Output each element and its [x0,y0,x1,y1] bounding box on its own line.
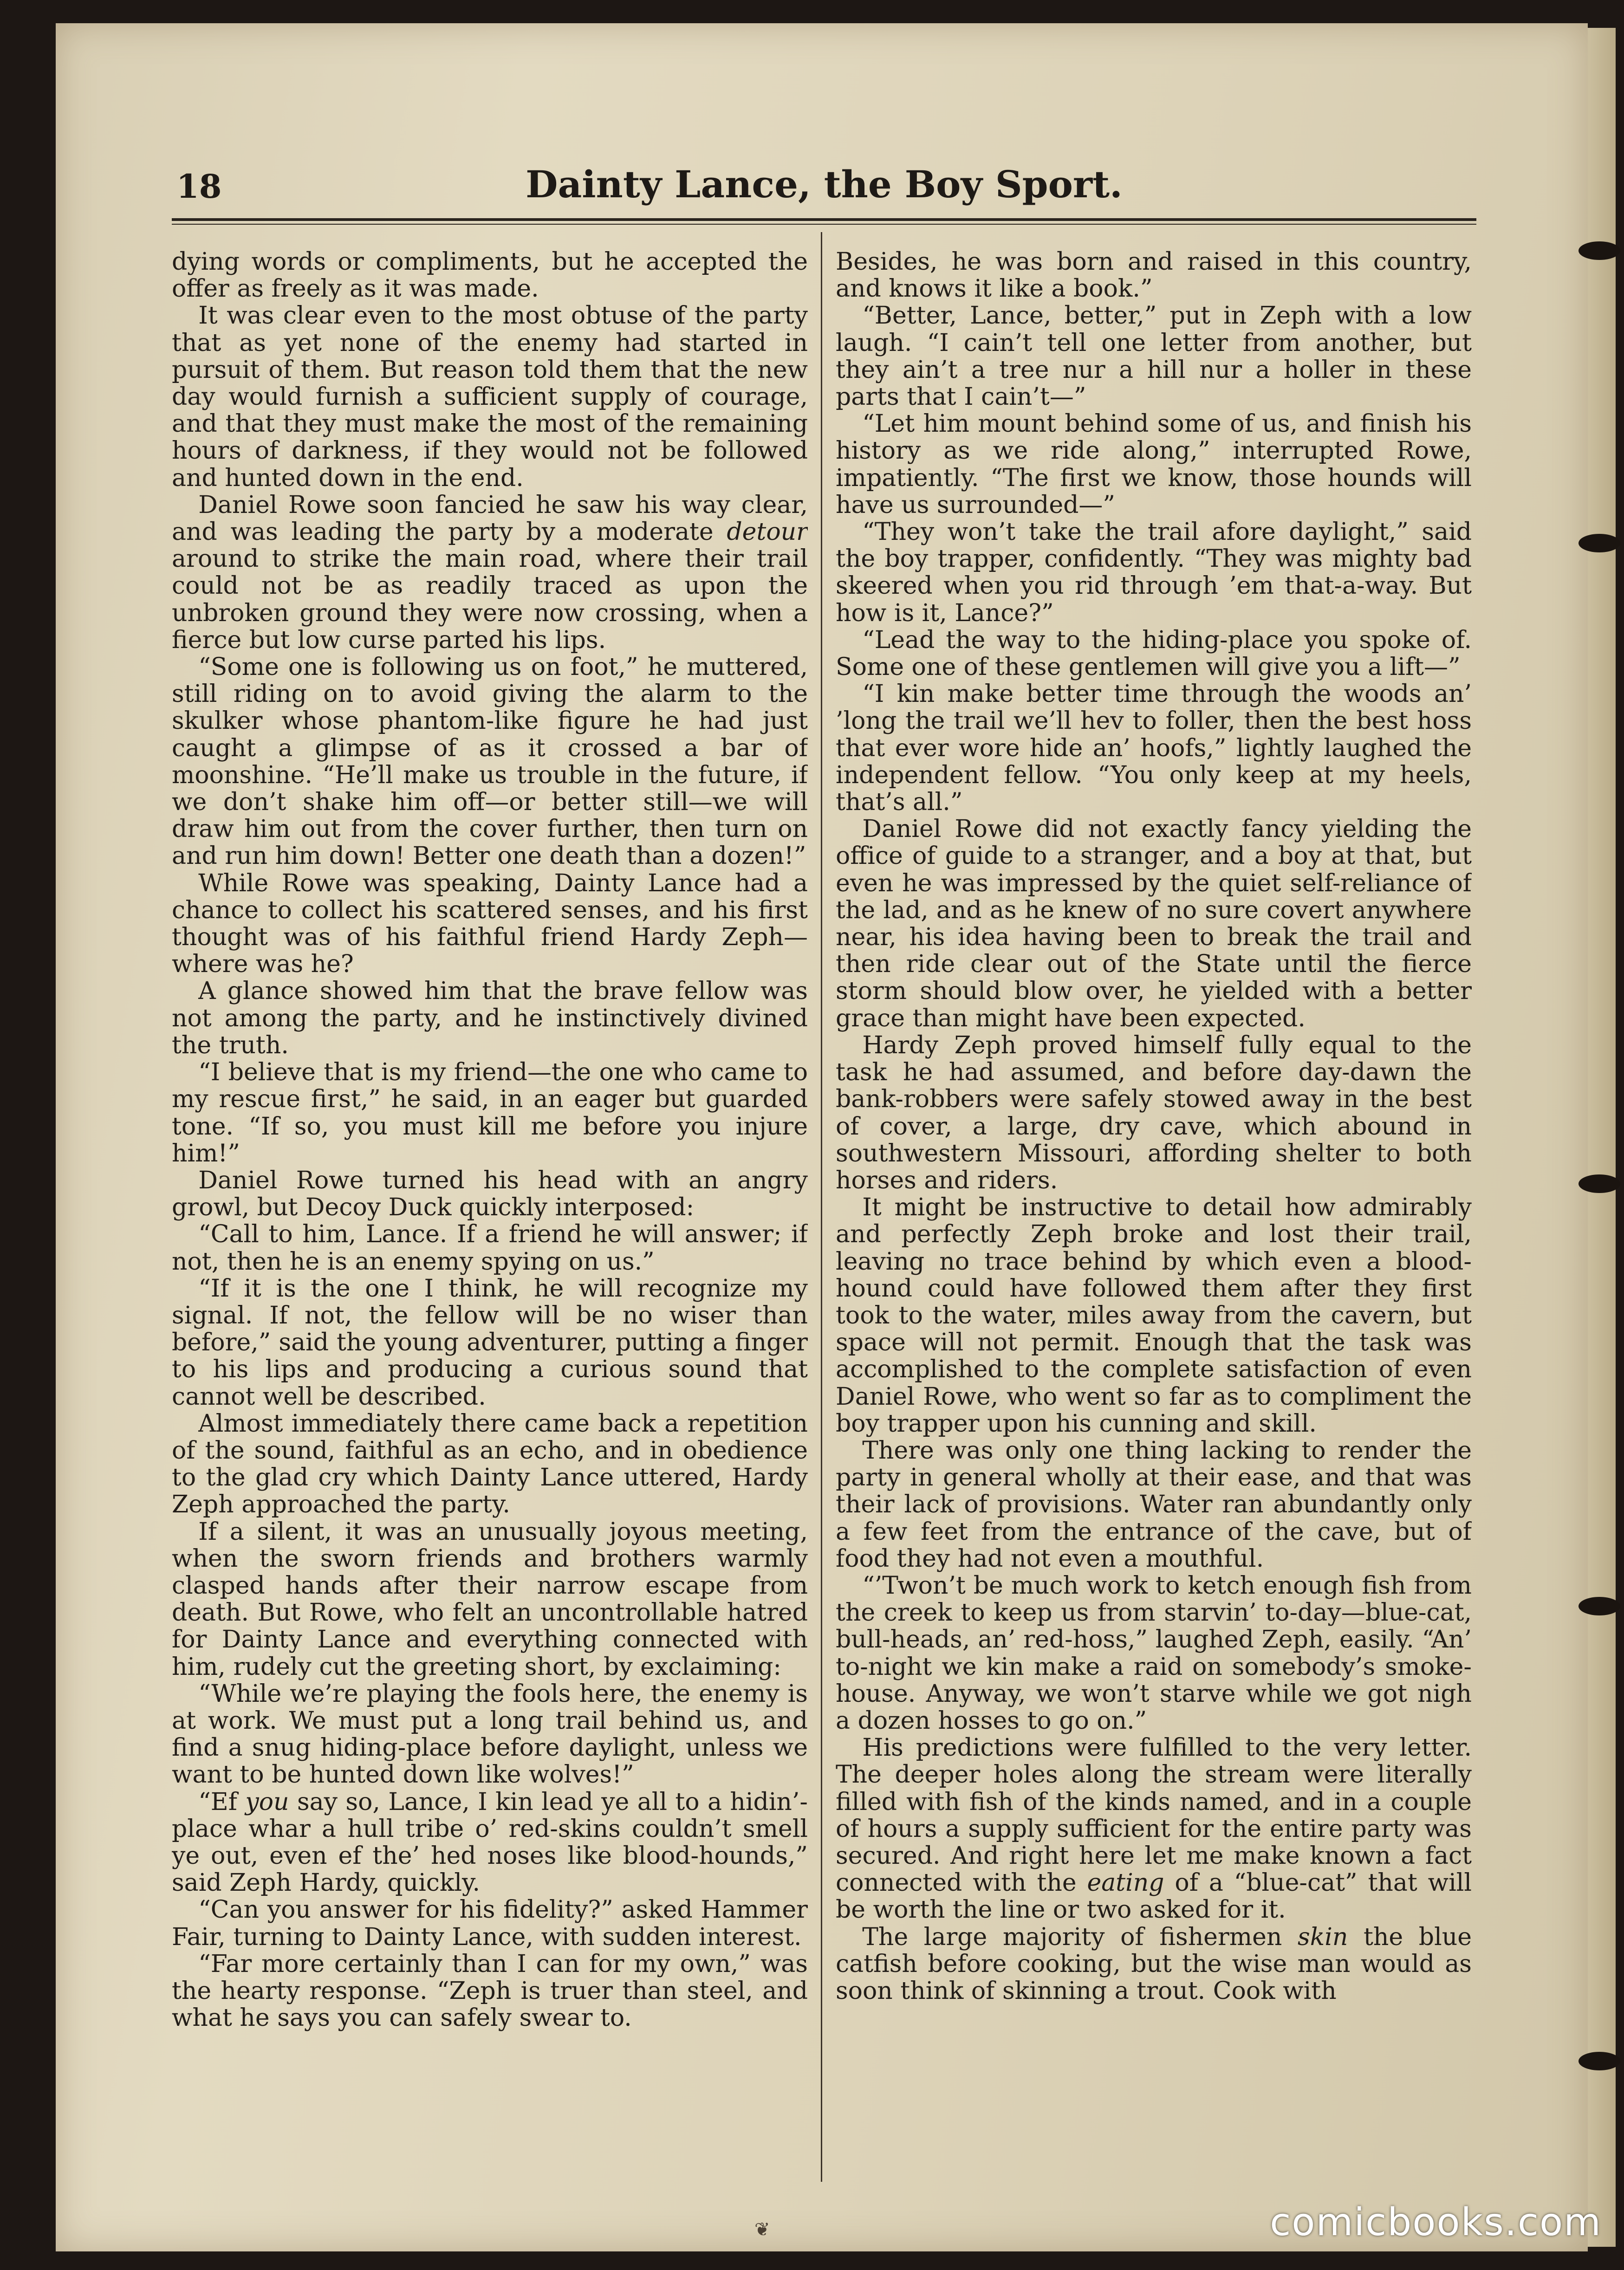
paragraph: dying words or compliments, but he accepted the offer as freely as it was made. [172,248,808,303]
running-title: Dainty Lance, the Boy Sport. [526,162,1123,206]
paragraph: “Lead the way to the hiding-place you spoke of. Some one of these gentlemen will give you a lift—” [836,626,1472,681]
paragraph: Daniel Rowe soon fancied he saw his way clear, and was leading the party by a moderate detour around to strike the main road, where their trail could not be as readily traced as upon the unbroken ground they were now crossing, when a fierce but low curse parted his lips. [172,491,808,654]
header-rule [172,224,1476,225]
page-header [172,158,1476,227]
paragraph: It might be instructive to detail how admirably and perfectly Zeph broke and lost their trail, leaving no trace behind by which even a blood-hound could have followed them after they first took to the water, miles away from the cavern, but space will not permit. Enough that the task was accomplished to the complete satisfaction of even Daniel Rowe, who went so far as to compliment the boy trapper upon his cunning and skill. [836,1193,1472,1438]
paragraph: “They won’t take the trail afore daylight,” said the boy trapper, confidently. “They was mighty bad skeered when you rid through ’em that-a-way. But how is it, Lance?” [836,518,1472,627]
paragraph: The large majority of fishermen skin the blue catfish before cooking, but the wise man would as soon think of skinning a trout. Cook with [836,1923,1472,2005]
paragraph: “While we’re playing the fools here, the enemy is at work. We must put a long trail behind us, and find a snug hiding-place before daylight, unless we want to be hunted down like wolves!” [172,1680,808,1789]
ornament-icon: ❦ [754,2219,770,2240]
paragraph: “I believe that is my friend—the one who came to my rescue first,” he said, in an eager but guarded tone. “If so, you must kill me before you injure him!” [172,1058,808,1167]
binding-hole [1579,1597,1620,1615]
watermark: comicbooks.com [1270,2200,1602,2244]
paragraph: If a silent, it was an unusually joyous meeting, when the sworn friends and brothers warmly clasped hands after their narrow escape from death. But Rowe, who felt an uncontrollable hatred for Dainty Lance and everything connected with him, rudely cut the greeting short, by exclaiming: [172,1518,808,1681]
paragraph: “Can you answer for his fidelity?” asked Hammer Fair, turning to Dainty Lance, with sudden interest. [172,1896,808,1951]
binding-hole [1579,534,1620,552]
paragraph: Besides, he was born and raised in this country, and knows it like a book.” [836,248,1472,303]
paragraph: There was only one thing lacking to render the party in general wholly at their ease, and that was their lack of provisions. Water ran abundantly only a few feet from the entrance of the cave, but of food they had not even a mouthful. [836,1436,1472,1573]
binding-hole [1579,241,1620,260]
binding-hole [1579,1174,1620,1193]
page-number: 18 [176,167,222,206]
page-edge [1588,28,1616,2247]
paragraph: Daniel Rowe turned his head with an angry growl, but Decoy Duck quickly interposed: [172,1166,808,1222]
paragraph: “Ef you say so, Lance, I kin lead ye all to a hidin’-place whar a hull tribe o’ red-skins couldn’t smell ye out, even ef the’ hed noses like blood-hounds,” said Zeph Hardy, quickly. [172,1788,808,1897]
paragraph: “Better, Lance, better,” put in Zeph with a low laugh. “I cain’t tell one letter from another, but they ain’t a tree nur a hill nur a holler in these parts that I cain’t—” [836,302,1472,411]
paragraph: A glance showed him that the brave fellow was not among the party, and he instinctively divined the truth. [172,977,808,1059]
paragraph: “If it is the one I think, he will recognize my signal. If not, the fellow will be no wiser than before,” said the young adventurer, putting a finger to his lips and producing a curious sound that cannot well be described. [172,1274,808,1411]
paragraph: Daniel Rowe did not exactly fancy yielding the office of guide to a stranger, and a boy at that, but even he was impressed by the quiet self-reliance of the lad, and as he knew of no sure covert anywhere near, his idea having been to break the trail and then ride clear out of the State until the fierce storm should blow over, he yielded with a better grace than might have been expected. [836,815,1472,1032]
header-rule [172,218,1476,221]
paragraph: It was clear even to the most obtuse of the party that as yet none of the enemy had started in pursuit of them. But reason told them that the new day would furnish a sufficient supply of courage, and that they must make the most of the remaining hours of darkness, if they would not be followed and hunted down in the end. [172,302,808,492]
paragraph: “I kin make better time through the woods an’ ’long the trail we’ll hev to foller, then the best hoss that ever wore hide an’ hoofs,” lightly laughed the independent fellow. “You only keep at my heels, that’s all.” [836,680,1472,817]
right-column [836,248,1472,2189]
binding-hole [1579,2052,1620,2070]
paragraph: “Call to him, Lance. If a friend he will answer; if not, then he is an enemy spying on us.” [172,1220,808,1276]
paragraph: “’Twon’t be much work to ketch enough fish from the creek to keep us from starvin’ to-day—blue-cat, bull-heads, an’ red-hoss,” laughed Zeph, easily. “An’ to-night we kin make a raid on somebody’s smoke-house. Anyway, we won’t starve while we got nigh a dozen hosses to go on.” [836,1571,1472,1735]
left-column [172,248,808,2189]
paragraph: “Far more certainly than I can for my own,” was the hearty response. “Zeph is truer than steel, and what he says you can safely swear to. [172,1950,808,2032]
paragraph: Almost immediately there came back a repetition of the sound, faithful as an echo, and in obedience to the glad cry which Dainty Lance uttered, Hardy Zeph approached the party. [172,1409,808,1519]
paragraph: While Rowe was speaking, Dainty Lance had a chance to collect his scattered senses, and his first thought was of his faithful friend Hardy Zeph—where was he? [172,869,808,979]
paragraph: Hardy Zeph proved himself fully equal to the task he had assumed, and before day-dawn the bank-robbers were safely stowed away in the best of cover, a large, dry cave, which abound in southwestern Missouri, affording shelter to both horses and riders. [836,1031,1472,1194]
paragraph: “Let him mount behind some of us, and finish his history as we ride along,” interrupted Rowe, impatiently. “The first we know, those hounds will have us surrounded—” [836,410,1472,519]
paragraph: “Some one is following us on foot,” he muttered, still riding on to avoid giving the alarm to the skulker whose phantom-like figure he had just caught a glimpse of as it crossed a bar of moonshine. “He’ll make us trouble in the future, if we don’t shake him off—or better still—we will draw him out from the cover further, then turn on and run him down! Better one death than a dozen!” [172,653,808,870]
paragraph: His predictions were fulfilled to the very letter. The deeper holes along the stream were literally filled with fish of the kinds named, and in a couple of hours a supply sufficient for the entire party was secured. And right here let me make known a fact connected with the eating of a “blue-cat” that will be worth the line or two asked for it. [836,1734,1472,1924]
column-divider [821,232,822,2182]
